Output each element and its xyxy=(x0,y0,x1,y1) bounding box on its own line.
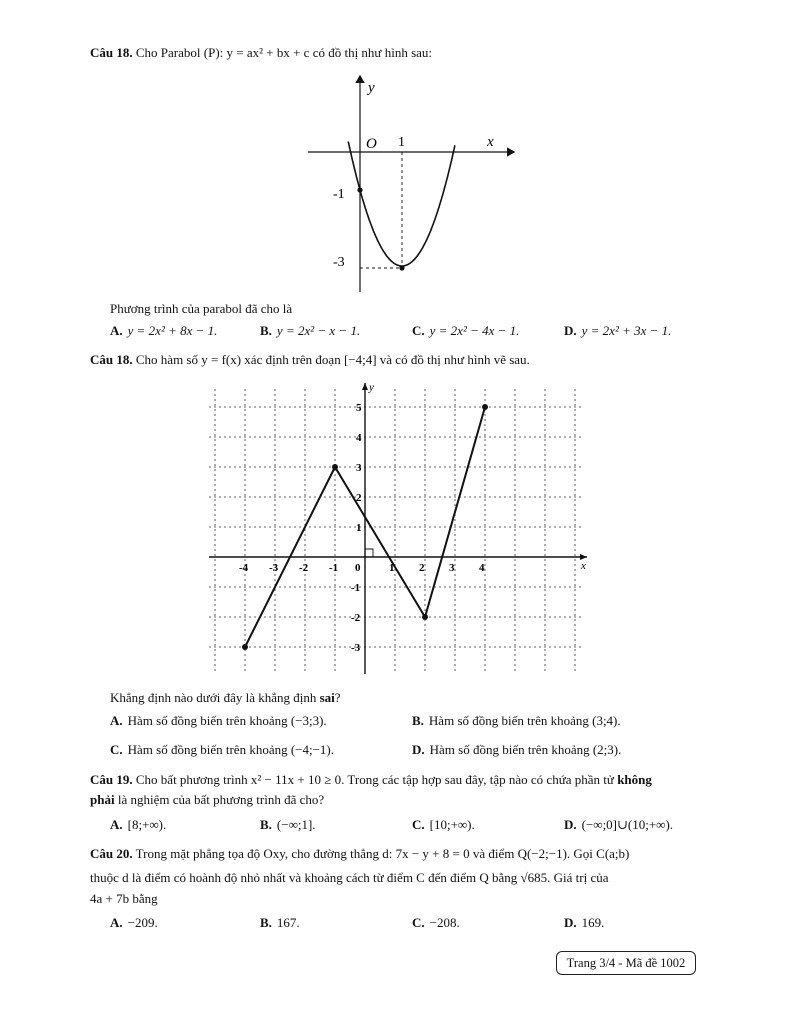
parabol-y-tick-minus3: -3 xyxy=(333,255,345,270)
parabol-y-label: y xyxy=(368,80,375,96)
q18b-question-prefix: Khẳng định nào dưới đây là khẳng định xyxy=(110,690,320,705)
q18b-stem-text: Cho hàm số y = f(x) xác định trên đoạn [−4;4] và có đồ thị như hình vẽ sau. xyxy=(135,352,530,367)
option-text: (−∞;0]∪(10;+∞). xyxy=(581,817,674,832)
option-label: D. xyxy=(412,742,425,757)
option-label: A. xyxy=(110,713,123,728)
option-text: 169. xyxy=(581,915,605,930)
y-tick-label: 3 xyxy=(356,462,362,474)
option-label: B. xyxy=(260,323,272,338)
q18b-option-d[interactable] xyxy=(412,742,621,758)
y-tick-label: -2 xyxy=(351,612,361,624)
option-label: A. xyxy=(110,915,123,930)
q18a-question: Phương trình của parabol đã cho là xyxy=(110,301,293,316)
q20-line1 xyxy=(90,846,629,862)
graph-vertex xyxy=(422,614,428,620)
q18b-label: Câu 18. xyxy=(90,352,133,367)
q19-stem-line2 xyxy=(90,792,324,808)
y-tick-label: -1 xyxy=(351,582,361,594)
q20-line1-text: Trong mặt phẳng tọa độ Oxy, cho đường thẳng d: 7x − y + 8 = 0 và điểm Q(−2;−1). Gọi C(a;b) xyxy=(135,846,630,861)
origin-right-angle-mark xyxy=(365,549,373,557)
page-footer-box xyxy=(556,951,696,975)
q19-option-c[interactable] xyxy=(412,817,475,833)
y-tick-label: 1 xyxy=(356,522,362,534)
q19-option-a[interactable] xyxy=(110,817,166,833)
x-tick-label: 4 xyxy=(479,562,485,574)
option-label: D. xyxy=(564,817,577,832)
y-tick-label: 4 xyxy=(356,432,362,444)
x-tick-label: -3 xyxy=(269,562,279,574)
x-tick-label: -2 xyxy=(299,562,309,574)
y-axis-label: y xyxy=(369,381,374,394)
q19-label: Câu 19. xyxy=(90,772,133,787)
q20-option-c[interactable] xyxy=(412,915,460,931)
q19-stem-a: Cho bất phương trình x² − 11x + 10 ≥ 0. Trong các tập hợp sau đây, tập nào có chứa phần tử xyxy=(135,772,618,787)
q20-line2: thuộc d là điểm có hoành độ nhỏ nhất và khoảng cách từ điểm C đến điểm Q bằng √685. Giá trị của xyxy=(90,870,609,885)
option-label: D. xyxy=(564,323,577,338)
q18b-question xyxy=(110,690,341,706)
q18a-option-c[interactable] xyxy=(412,323,519,339)
option-text: y = 2x² − x − 1. xyxy=(276,323,361,338)
q18a-stem-text: Cho Parabol (P): y = ax² + bx + c có đồ thị như hình sau: xyxy=(135,45,433,60)
q18b-stem xyxy=(90,352,530,368)
option-label: C. xyxy=(110,742,123,757)
option-text: Hàm số đồng biến trên khoảng (2;3). xyxy=(429,742,622,757)
option-label: B. xyxy=(260,817,272,832)
y-axis-arrow xyxy=(362,383,368,390)
q20-label: Câu 20. xyxy=(90,846,133,861)
x-tick-label: -1 xyxy=(329,562,339,574)
parabol-x-tick-1: 1 xyxy=(398,135,405,150)
q19-stem-emph1: không xyxy=(617,772,652,787)
q18b-option-a[interactable] xyxy=(110,713,327,729)
option-text: Hàm số đồng biến trên khoảng (−4;−1). xyxy=(127,742,335,757)
parabol-point-vertex xyxy=(399,265,404,270)
x-tick-label: -4 xyxy=(239,562,249,574)
option-label: C. xyxy=(412,915,425,930)
option-label: A. xyxy=(110,323,123,338)
q20-option-a[interactable] xyxy=(110,915,158,931)
option-text: Hàm số đồng biến trên khoảng (3;4). xyxy=(428,713,621,728)
parabol-y-tick-minus1: -1 xyxy=(333,187,345,202)
option-label: D. xyxy=(564,915,577,930)
option-label: C. xyxy=(412,323,425,338)
option-text: −208. xyxy=(429,915,460,930)
option-text: y = 2x² − 4x − 1. xyxy=(429,323,520,338)
q18b-question-suffix: ? xyxy=(334,690,341,705)
x-tick-label: 2 xyxy=(419,562,425,574)
graph-vertex xyxy=(332,464,338,470)
option-label: C. xyxy=(412,817,425,832)
parabol-origin-label: O xyxy=(366,136,377,152)
parabol-x-label: x xyxy=(487,134,494,150)
option-text: −209. xyxy=(127,915,158,930)
page-footer-text: Trang 3/4 - Mã đề 1002 xyxy=(566,956,686,970)
option-text: (−∞;1]. xyxy=(276,817,316,832)
option-text: y = 2x² + 8x − 1. xyxy=(127,323,218,338)
option-label: B. xyxy=(412,713,424,728)
x-tick-label: 1 xyxy=(389,562,395,574)
option-text: [10;+∞). xyxy=(429,817,475,832)
function-graph xyxy=(205,375,595,690)
option-text: y = 2x² + 3x − 1. xyxy=(581,323,672,338)
graph-endpoint xyxy=(482,404,488,410)
parabol-point-y-intercept xyxy=(357,187,362,192)
y-tick-label: 5 xyxy=(356,402,362,414)
option-label: A. xyxy=(110,817,123,832)
x-tick-label: 0 xyxy=(355,562,361,574)
option-label: B. xyxy=(260,915,272,930)
q20-option-b[interactable] xyxy=(260,915,300,931)
q18a-option-b[interactable] xyxy=(260,323,360,339)
q18a-option-d[interactable] xyxy=(564,323,671,339)
option-text: [8;+∞). xyxy=(127,817,167,832)
parabol-curve xyxy=(348,142,455,267)
option-text: Hàm số đồng biến trên khoảng (−3;3). xyxy=(127,713,327,728)
q19-option-b[interactable] xyxy=(260,817,316,833)
x-axis-label: x xyxy=(581,560,586,572)
q18a-stem xyxy=(90,45,432,61)
x-tick-label: 3 xyxy=(449,562,455,574)
graph-endpoint xyxy=(242,644,248,650)
option-text: 167. xyxy=(276,915,300,930)
q20-line3: 4a + 7b bằng xyxy=(90,891,158,906)
q18b-option-b[interactable] xyxy=(412,713,621,729)
y-tick-label: -3 xyxy=(351,642,361,654)
q18b-option-c[interactable] xyxy=(110,742,334,758)
q19-stem-emph2: phải xyxy=(90,792,115,807)
parabol-graph xyxy=(300,70,520,300)
y-tick-label: 2 xyxy=(356,492,362,504)
q19-stem-b: là nghiệm của bất phương trình đã cho? xyxy=(114,792,325,807)
q20-option-d[interactable] xyxy=(564,915,604,931)
q18b-question-emph: sai xyxy=(319,690,335,705)
q18a-label: Câu 18. xyxy=(90,45,133,60)
q19-option-d[interactable] xyxy=(564,817,673,833)
q19-stem-line1 xyxy=(90,772,652,788)
q18a-option-a[interactable] xyxy=(110,323,217,339)
